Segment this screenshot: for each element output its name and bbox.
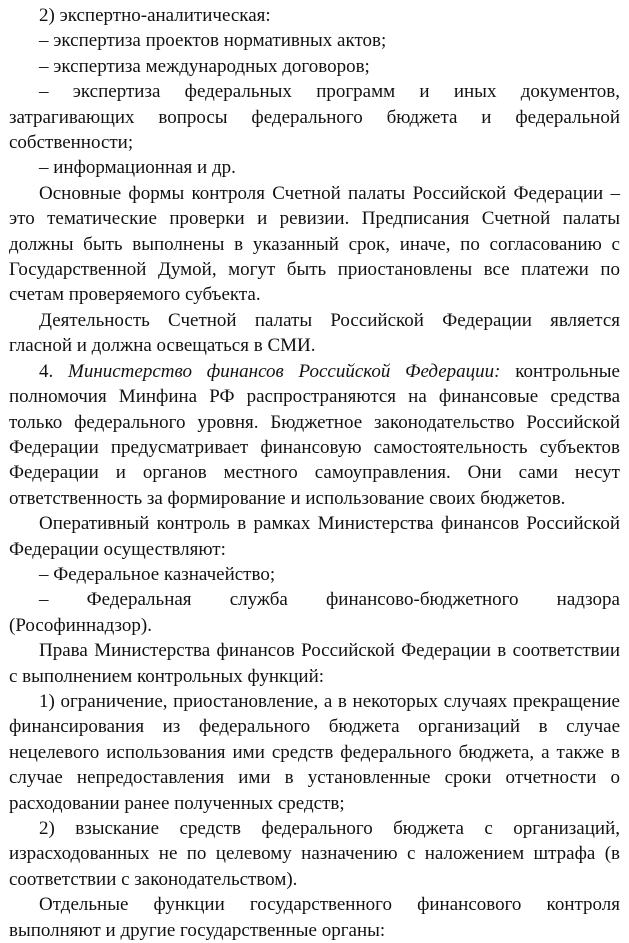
paragraph-ministry-rights: Права Министерства финансов Российской Федерации в соответствии с выполнением контрольных функций: [9,640,620,687]
list-item-expertise-international-treaties: – экспертиза международных договоров; [39,55,370,77]
section-title-ministry: Министерство финансов Российской Федерации: [68,360,501,382]
paragraph-transparency: Деятельность Счетной палаты Российской Федерации является гласной и должна освещаться в СМИ. [9,309,620,357]
list-item-federal-treasury: – Федеральное казначейство; [39,563,276,585]
list-item-expertise-federal-programs: – экспертиза федеральных программ и иных документов, затрагивающих вопросы федерального бюджета и федеральной собственности; [9,81,620,154]
list-item-expert-analytical: 2) экспертно-аналитическая: [39,5,271,26]
paragraph-ministry-of-finance [9,359,620,511]
list-item-informational: – информационная и др. [39,157,236,179]
list-item-recovery-of-funds: 2) взыскание средств федерального бюджета с организаций, израсходованных не по целевому назначению с наложением штрафа (в соответствии с законодательством). [9,818,620,890]
list-item-expertise-normative-acts: – экспертиза проектов нормативных актов; [39,30,387,52]
paragraph-other-bodies: Отдельные функции государственного финансового контроля выполняют и другие государственные органы: [9,894,620,941]
section-body: контрольные полномочия Минфина РФ распространяются на финансовые средства только федерального уровня. Бюджетное законодательство Российской Федерации предусматривает финансовую самостоятельность субъектов Федерации и органов местного самоуправления. Они сами несут ответственность за формирование и использование своих бюджетов. [9,360,620,509]
paragraph-operational-control: Оперативный контроль в рамках Министерства финансов Российской Федерации осуществляют: [9,513,620,560]
section-number: 4. [39,360,68,382]
paragraph-control-forms: Основные формы контроля Счетной палаты Российской Федерации – это тематические проверки и ревизии. Предписания Счетной палаты должны быть выполнены в указанный срок, иначе, по согласованию с Государственной Думой, могут быть приостановлены все платежи по счетам проверяемого субъекта. [9,182,620,306]
list-item-restriction-of-financing: 1) ограничение, приостановление, а в некоторых случаях прекращение финансирования из федерального бюджета организаций в случае нецелевого использования ими средств федерального бюджета, а также в случае непредоставления ими в установленные сроки отчетности о расходовании ранее полученных средств; [9,690,620,814]
list-item-rosfinnadzor: – Федеральная служба финансово-бюджетного надзора (Рософиннадзор). [9,589,620,636]
